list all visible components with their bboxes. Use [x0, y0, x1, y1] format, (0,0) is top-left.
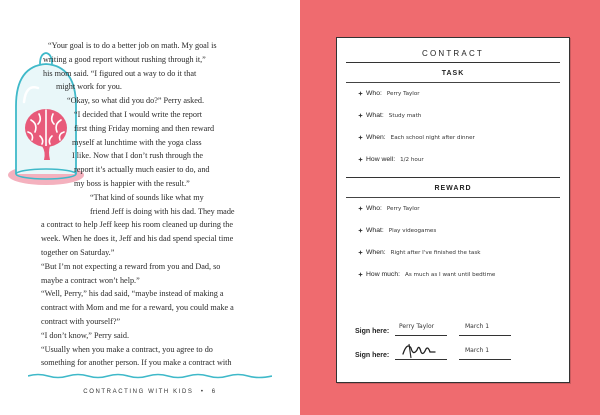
reward-what-label: What:	[366, 227, 384, 234]
reward-what-value: Play videogames	[388, 228, 437, 234]
star-icon	[358, 250, 363, 255]
reward-howmuch-label: How much:	[366, 271, 400, 278]
story-line: “Your goal is to do a better job on math. My goal is	[48, 41, 217, 50]
signature-line[interactable]	[395, 335, 447, 336]
running-title: CONTRACTING WITH KIDS	[83, 389, 194, 395]
story-line: “I decided that I would write the report	[74, 109, 202, 119]
task-what-value: Study math	[388, 113, 422, 119]
task-who-label: Who:	[366, 90, 382, 97]
contract-sheet	[336, 37, 570, 383]
story-line: something for another person. If you make a contract with	[41, 358, 232, 368]
story-line: first thing Friday morning and then reward	[74, 123, 215, 133]
story-line: myself at lunchtime with the yoga class	[72, 137, 202, 147]
task-who-value: Perry Taylor	[386, 91, 420, 97]
story-line: contract with Mom and me for a reward, you could make a	[41, 303, 234, 313]
task-howwell-label: How well:	[366, 156, 396, 163]
story-line: together on Saturday.”	[41, 247, 115, 257]
reward-howmuch-row	[358, 271, 495, 278]
story-line: “But I’m not expecting a reward from you and Dad, so	[41, 261, 221, 271]
story-line: I like. Now that I don’t rush through the	[72, 151, 204, 161]
page-number: 6	[211, 389, 217, 395]
date-line[interactable]	[459, 335, 511, 336]
story-line: week. When he does it, Jeff and his dad spend special time	[41, 234, 234, 244]
page-footer	[0, 389, 300, 395]
sign-here-label: Sign here:	[355, 352, 390, 359]
sign-here-label: Sign here:	[355, 328, 390, 335]
story-line: my boss is happier with the result.”	[74, 178, 190, 188]
reward-who-label: Who:	[366, 205, 382, 212]
story-line: contract with yourself?”	[41, 316, 121, 326]
story-line: maybe a contract won’t help.”	[41, 275, 140, 285]
story-line: “Usually when you make a contract, you agree to do	[41, 344, 213, 354]
handwritten-signature	[399, 340, 439, 360]
story-text	[34, 39, 274, 370]
reward-when-label: When:	[366, 249, 386, 256]
star-icon	[358, 135, 363, 140]
story-line: might work for you.	[56, 82, 122, 92]
contract-title: CONTRACT	[421, 49, 485, 58]
star-icon	[358, 228, 363, 233]
story-line: “I don’t know,” Perry said.	[41, 330, 129, 340]
task-who-row	[358, 90, 420, 97]
date-line[interactable]	[459, 359, 511, 360]
story-line: “Well, Perry,” his dad said, “maybe instead of making a	[41, 289, 224, 299]
reward-howmuch-value: As much as I want until bedtime	[405, 272, 496, 278]
story-line: “That kind of sounds like what my	[90, 192, 204, 202]
story-line: report it’s actually much easier to do, and	[74, 165, 210, 175]
signature-date: March 1	[465, 323, 490, 330]
reward-heading: REWARD	[434, 185, 472, 192]
reward-who-value: Perry Taylor	[386, 206, 420, 212]
task-when-value: Each school night after dinner	[390, 135, 475, 141]
task-what-label: What:	[366, 112, 384, 119]
task-when-label: When:	[366, 134, 386, 141]
signature-name: Perry Taylor	[399, 323, 435, 330]
star-icon	[358, 272, 363, 277]
task-what-row	[358, 112, 421, 119]
task-howwell-row	[358, 156, 424, 163]
story-line: a contract to help Jeff keep his room cleaned up during the	[41, 220, 233, 230]
reward-when-row	[358, 249, 480, 256]
footer-separator: •	[200, 389, 205, 395]
star-icon	[358, 113, 363, 118]
title-rule	[346, 62, 560, 63]
reward-top-rule	[346, 177, 560, 178]
task-heading: TASK	[441, 70, 465, 77]
story-line: his mom said. “I figured out a way to do it that	[43, 68, 197, 78]
story-line: writing a good report without rushing through it,”	[43, 54, 206, 64]
star-icon	[358, 157, 363, 162]
signature-date: March 1	[465, 347, 490, 354]
task-when-row	[358, 134, 475, 141]
signature-line[interactable]	[395, 359, 447, 360]
reward-rule	[346, 197, 560, 198]
story-line: friend Jeff is doing with his dad. They made	[90, 206, 235, 216]
star-icon	[358, 206, 363, 211]
star-icon	[358, 91, 363, 96]
reward-when-value: Right after I've finished the task	[390, 250, 481, 256]
reward-who-row	[358, 205, 420, 212]
task-howwell-value: 1/2 hour	[400, 157, 424, 163]
story-line: “Okay, so what did you do?” Perry asked.	[67, 96, 205, 106]
task-rule	[346, 82, 560, 83]
decorative-wave-divider	[28, 371, 272, 381]
reward-what-row	[358, 227, 436, 234]
